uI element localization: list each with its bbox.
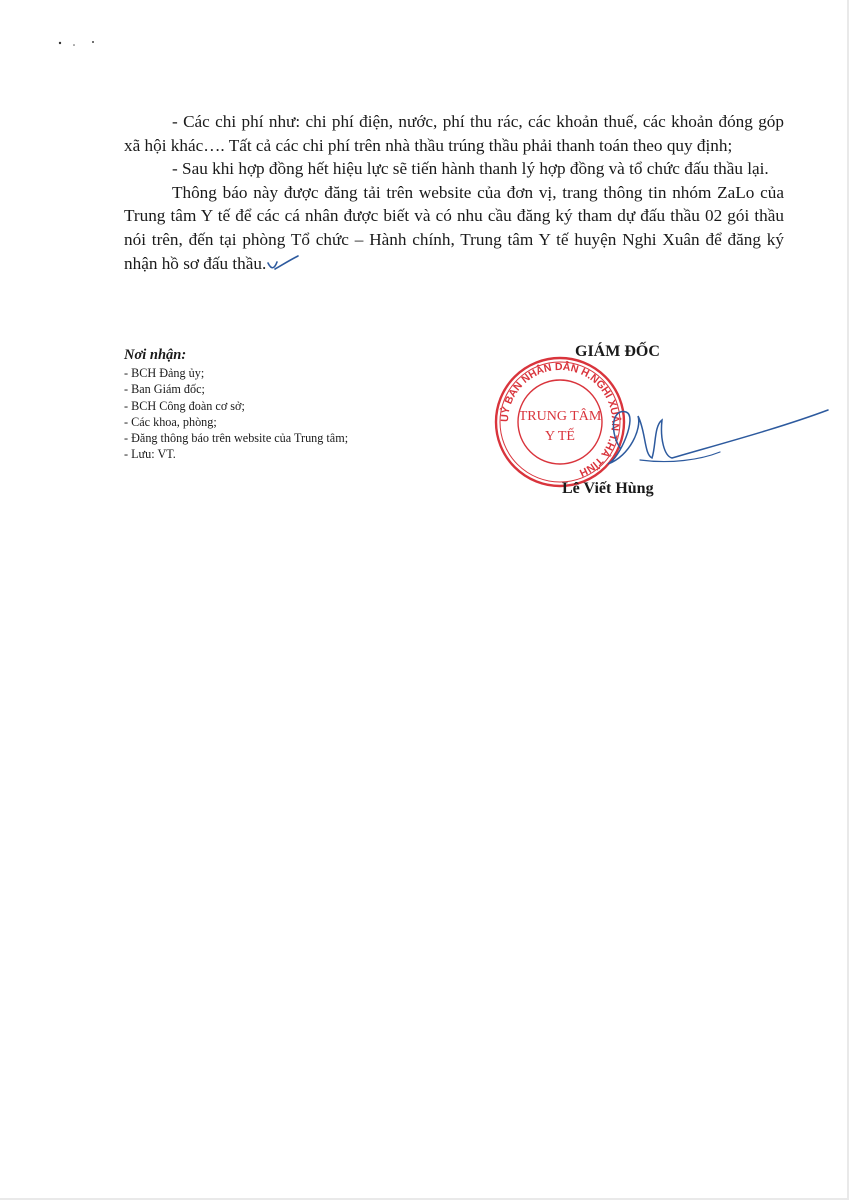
recipient-item: - Ban Giám đốc; (124, 382, 205, 397)
recipient-item: - Đăng thông báo trên website của Trung tâm; (124, 431, 349, 446)
stamp-center-line2: Y TẾ (545, 429, 575, 444)
scan-speck-decoration (58, 38, 98, 48)
paragraph-costs: - Các chi phí như: chi phí điện, nước, phí thu rác, các khoản thuế, các khoản đóng góp xã hội khác…. Tất cả các chi phí trên nhà thầu trúng thầu phải thanh toán theo quy định; (124, 112, 784, 155)
recipient-item: - Lưu: VT. (124, 447, 176, 462)
signer-title: GIÁM ĐỐC (575, 343, 660, 360)
recipient-item: - BCH Công đoàn cơ sở; (124, 398, 245, 413)
document-body (124, 110, 784, 275)
recipients-list (124, 365, 444, 463)
handwritten-tick-mark (266, 254, 300, 272)
recipient-item: - BCH Đảng ủy; (124, 366, 205, 380)
recipient-item: - Các khoa, phòng; (124, 414, 217, 429)
recipients-title: Nơi nhận: (124, 347, 187, 363)
stamp-ring-text: UỶ BAN NHÂN DÂN H.NGHI XUÂN T.HÀ TĨNH (498, 360, 622, 479)
signer-name: Lê Viết Hùng (562, 480, 654, 497)
paragraph-contract-liquidation: - Sau khi hợp đồng hết hiệu lực sẽ tiến hành thanh lý hợp đồng và tổ chức đấu thầu lại. (172, 159, 769, 179)
paragraph-announcement (124, 181, 784, 275)
announcement-text: Thông báo này được đăng tải trên website của đơn vị, trang thông tin nhóm ZaLo của Trung tâm Y tế để các cá nhân được biết và có nhu cầu đăng ký tham dự đấu thầu 02 gói thầu nói trên, đến tại phòng Tổ chức – Hành chính, Trung tâm Y tế huyện Nghi Xuân để đăng ký nhận hồ sơ đấu thầu. (124, 182, 784, 273)
recipients-section (124, 346, 444, 463)
signature-block (490, 338, 840, 508)
stamp-center-line1: TRUNG TÂM (518, 409, 602, 424)
handwritten-signature (580, 398, 830, 478)
